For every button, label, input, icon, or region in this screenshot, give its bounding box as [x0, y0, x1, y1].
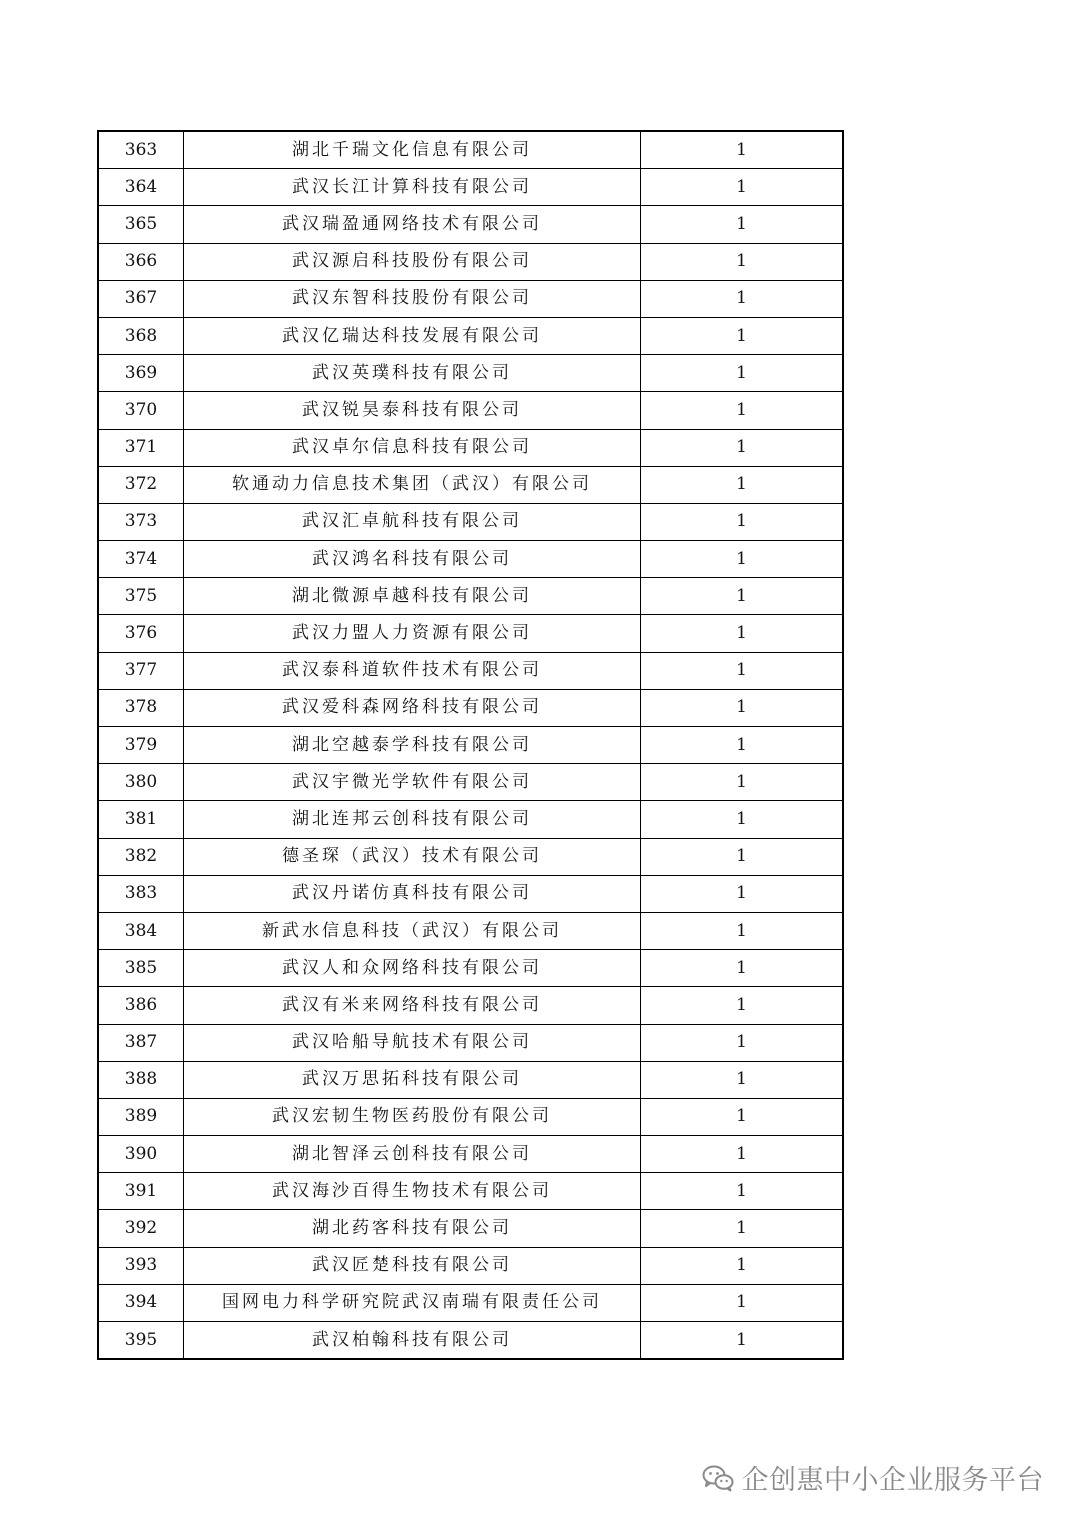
count-cell: 1	[641, 466, 844, 503]
company-name-cell: 武汉宇微光学软件有限公司	[184, 764, 641, 801]
count-cell: 1	[641, 801, 844, 838]
row-number-cell: 390	[98, 1136, 184, 1173]
row-number-cell: 372	[98, 466, 184, 503]
company-name-cell: 武汉哈船导航技术有限公司	[184, 1024, 641, 1061]
row-number-cell: 385	[98, 950, 184, 987]
company-list-body	[98, 131, 843, 1359]
table-row	[98, 1247, 843, 1284]
count-cell: 1	[641, 1322, 844, 1360]
row-number-cell: 388	[98, 1061, 184, 1098]
row-number-cell: 366	[98, 243, 184, 280]
table-row	[98, 1098, 843, 1135]
row-number-cell: 393	[98, 1247, 184, 1284]
count-cell: 1	[641, 912, 844, 949]
count-cell: 1	[641, 987, 844, 1024]
count-cell: 1	[641, 689, 844, 726]
count-cell: 1	[641, 131, 844, 169]
company-name-cell: 湖北药客科技有限公司	[184, 1210, 641, 1247]
count-cell: 1	[641, 1247, 844, 1284]
company-name-cell: 软通动力信息技术集团（武汉）有限公司	[184, 466, 641, 503]
wechat-icon	[702, 1464, 734, 1492]
row-number-cell: 377	[98, 652, 184, 689]
table-row	[98, 838, 843, 875]
count-cell: 1	[641, 169, 844, 206]
row-number-cell: 391	[98, 1173, 184, 1210]
table-row	[98, 652, 843, 689]
company-name-cell: 武汉宏韧生物医药股份有限公司	[184, 1098, 641, 1135]
company-name-cell: 武汉力盟人力资源有限公司	[184, 615, 641, 652]
company-list-table	[97, 130, 844, 1360]
table-row	[98, 875, 843, 912]
count-cell: 1	[641, 317, 844, 354]
company-name-cell: 湖北连邦云创科技有限公司	[184, 801, 641, 838]
table-row	[98, 987, 843, 1024]
company-name-cell: 武汉泰科道软件技术有限公司	[184, 652, 641, 689]
company-name-cell: 德圣琛（武汉）技术有限公司	[184, 838, 641, 875]
company-name-cell: 国网电力科学研究院武汉南瑞有限责任公司	[184, 1284, 641, 1321]
row-number-cell: 381	[98, 801, 184, 838]
row-number-cell: 363	[98, 131, 184, 169]
count-cell: 1	[641, 838, 844, 875]
row-number-cell: 368	[98, 317, 184, 354]
company-name-cell: 武汉英璞科技有限公司	[184, 355, 641, 392]
count-cell: 1	[641, 355, 844, 392]
table-row	[98, 317, 843, 354]
count-cell: 1	[641, 206, 844, 243]
row-number-cell: 369	[98, 355, 184, 392]
row-number-cell: 370	[98, 392, 184, 429]
row-number-cell: 395	[98, 1322, 184, 1360]
row-number-cell: 364	[98, 169, 184, 206]
company-name-cell: 新武水信息科技（武汉）有限公司	[184, 912, 641, 949]
company-name-cell: 湖北智泽云创科技有限公司	[184, 1136, 641, 1173]
company-name-cell: 武汉源启科技股份有限公司	[184, 243, 641, 280]
table-row	[98, 1061, 843, 1098]
watermark-text: 企创惠中小企业服务平台	[741, 1465, 1044, 1496]
company-name-cell: 武汉汇卓航科技有限公司	[184, 503, 641, 540]
count-cell: 1	[641, 280, 844, 317]
row-number-cell: 374	[98, 541, 184, 578]
company-name-cell: 武汉海沙百得生物技术有限公司	[184, 1173, 641, 1210]
company-name-cell: 武汉有米来网络科技有限公司	[184, 987, 641, 1024]
count-cell: 1	[641, 1136, 844, 1173]
company-name-cell: 湖北千瑞文化信息有限公司	[184, 131, 641, 169]
table-row	[98, 131, 843, 169]
company-name-cell: 武汉长江计算科技有限公司	[184, 169, 641, 206]
company-name-cell: 武汉柏翰科技有限公司	[184, 1322, 641, 1360]
table-row	[98, 1173, 843, 1210]
company-name-cell: 武汉鸿名科技有限公司	[184, 541, 641, 578]
count-cell: 1	[641, 615, 844, 652]
row-number-cell: 365	[98, 206, 184, 243]
row-number-cell: 367	[98, 280, 184, 317]
count-cell: 1	[641, 875, 844, 912]
table-row	[98, 801, 843, 838]
company-name-cell: 武汉东智科技股份有限公司	[184, 280, 641, 317]
count-cell: 1	[641, 950, 844, 987]
table-row	[98, 1284, 843, 1321]
row-number-cell: 383	[98, 875, 184, 912]
table-row	[98, 392, 843, 429]
company-name-cell: 武汉人和众网络科技有限公司	[184, 950, 641, 987]
table-row	[98, 615, 843, 652]
table-row	[98, 764, 843, 801]
table-row	[98, 727, 843, 764]
count-cell: 1	[641, 1284, 844, 1321]
table-row	[98, 689, 843, 726]
row-number-cell: 387	[98, 1024, 184, 1061]
count-cell: 1	[641, 1024, 844, 1061]
count-cell: 1	[641, 429, 844, 466]
count-cell: 1	[641, 727, 844, 764]
table-row	[98, 503, 843, 540]
row-number-cell: 380	[98, 764, 184, 801]
table-row	[98, 243, 843, 280]
row-number-cell: 373	[98, 503, 184, 540]
row-number-cell: 382	[98, 838, 184, 875]
row-number-cell: 376	[98, 615, 184, 652]
count-cell: 1	[641, 503, 844, 540]
company-name-cell: 武汉匠楚科技有限公司	[184, 1247, 641, 1284]
count-cell: 1	[641, 1173, 844, 1210]
watermark	[702, 1458, 1045, 1497]
row-number-cell: 371	[98, 429, 184, 466]
row-number-cell: 389	[98, 1098, 184, 1135]
row-number-cell: 386	[98, 987, 184, 1024]
table-row	[98, 950, 843, 987]
table-row	[98, 1322, 843, 1360]
table-row	[98, 578, 843, 615]
count-cell: 1	[641, 578, 844, 615]
row-number-cell: 392	[98, 1210, 184, 1247]
row-number-cell: 379	[98, 727, 184, 764]
count-cell: 1	[641, 764, 844, 801]
table-row	[98, 355, 843, 392]
table-row	[98, 1210, 843, 1247]
table-row	[98, 912, 843, 949]
table-row	[98, 169, 843, 206]
company-name-cell: 武汉卓尔信息科技有限公司	[184, 429, 641, 466]
count-cell: 1	[641, 541, 844, 578]
table-row	[98, 429, 843, 466]
table-row	[98, 541, 843, 578]
table-row	[98, 280, 843, 317]
company-name-cell: 武汉锐昊泰科技有限公司	[184, 392, 641, 429]
table-row	[98, 1024, 843, 1061]
table-row	[98, 466, 843, 503]
count-cell: 1	[641, 243, 844, 280]
company-name-cell: 武汉万思拓科技有限公司	[184, 1061, 641, 1098]
count-cell: 1	[641, 652, 844, 689]
company-name-cell: 湖北微源卓越科技有限公司	[184, 578, 641, 615]
count-cell: 1	[641, 1061, 844, 1098]
row-number-cell: 384	[98, 912, 184, 949]
table-row	[98, 206, 843, 243]
row-number-cell: 378	[98, 689, 184, 726]
company-name-cell: 武汉丹诺仿真科技有限公司	[184, 875, 641, 912]
row-number-cell: 375	[98, 578, 184, 615]
company-name-cell: 武汉瑞盈通网络技术有限公司	[184, 206, 641, 243]
company-name-cell: 武汉爱科森网络科技有限公司	[184, 689, 641, 726]
count-cell: 1	[641, 1210, 844, 1247]
row-number-cell: 394	[98, 1284, 184, 1321]
table-row	[98, 1136, 843, 1173]
company-name-cell: 湖北空越泰学科技有限公司	[184, 727, 641, 764]
count-cell: 1	[641, 1098, 844, 1135]
count-cell: 1	[641, 392, 844, 429]
company-name-cell: 武汉亿瑞达科技发展有限公司	[184, 317, 641, 354]
